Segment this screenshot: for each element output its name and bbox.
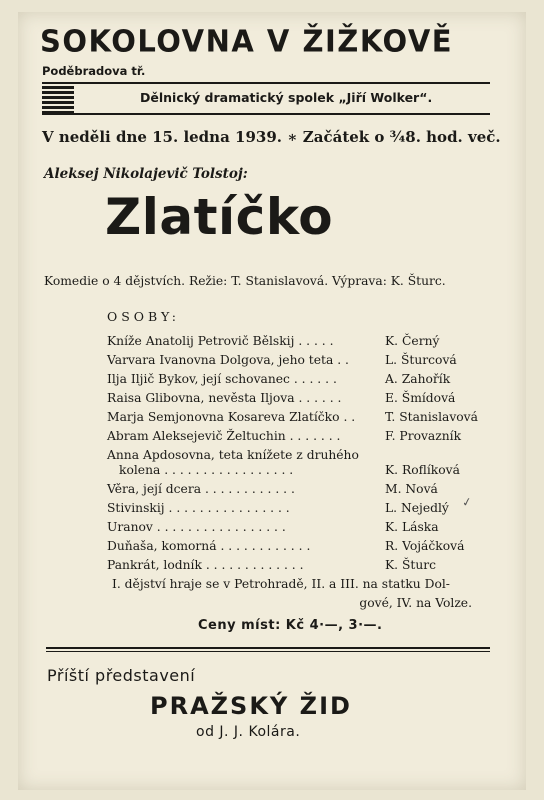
cast-actor: F. Provazník — [385, 429, 462, 443]
header-rule-bottom — [42, 113, 490, 115]
cast-heading: OSOBY: — [107, 309, 180, 324]
footer-rule-1 — [46, 647, 490, 649]
cast-role: Ilja Iljič Bykov, její schovanec . . . . . . — [107, 372, 337, 386]
cast-role: Uranov . . . . . . . . . . . . . . . . . — [107, 520, 286, 534]
cast-role: Varvara Ivanovna Dolgova, jeho teta . . — [107, 353, 349, 367]
header-rule-top — [42, 82, 490, 84]
cast-row — [107, 427, 497, 445]
cast-actor: R. Vojáčková — [385, 539, 465, 553]
cast-row — [107, 518, 497, 536]
cast-role: Stivinskij . . . . . . . . . . . . . . . . — [107, 501, 290, 515]
cast-row — [107, 408, 497, 426]
next-performance-heading: Příští představení — [47, 666, 196, 685]
cast-actor: L. Šturcová — [385, 353, 457, 367]
cast-role: kolena . . . . . . . . . . . . . . . . . — [119, 463, 294, 477]
venue-title: SOKOLOVNA V ŽIŽKOVĚ — [40, 23, 454, 59]
cast-row — [107, 461, 497, 479]
cast-actor: T. Stanislavová — [385, 410, 478, 424]
footer-rule-2 — [46, 651, 490, 652]
play-author: Aleksej Nikolajevič Tolstoj: — [44, 166, 248, 182]
cast-role: Kníže Anatolij Petrovič Bělskij . . . . . — [107, 334, 334, 348]
setting-note — [112, 575, 494, 613]
play-title: Zlatíčko — [105, 188, 334, 246]
cast-row — [107, 389, 497, 407]
cast-actor: K. Roflíková — [385, 463, 460, 477]
next-performance-title: PRAŽSKÝ ŽID — [150, 692, 352, 720]
cast-role: Anna Apdosovna, teta knížete z druhého — [107, 448, 359, 462]
cast-role: Duňaša, komorná . . . . . . . . . . . . — [107, 539, 311, 553]
cast-actor: E. Šmídová — [385, 391, 456, 405]
cast-actor: K. Šturc — [385, 558, 437, 572]
date-line: V neděli dne 15. ledna 1939. ∗ Začátek o ¾8. hod. več. — [42, 128, 501, 146]
pencil-check-mark: ✓ — [460, 494, 474, 510]
cast-role: Abram Aleksejevič Želtuchin . . . . . . . — [107, 429, 341, 443]
cast-row — [107, 332, 497, 350]
society-name: Dělnický dramatický spolek „Jiří Wolker“. — [140, 90, 433, 105]
cast-actor: M. Nová — [385, 482, 438, 496]
cast-row — [107, 556, 497, 574]
cast-role: Pankrát, lodník . . . . . . . . . . . . . — [107, 558, 304, 572]
cast-row — [107, 480, 497, 498]
cast-role: Věra, její dcera . . . . . . . . . . . . — [107, 482, 295, 496]
cast-role: Marja Semjonovna Kosareva Zlatíčko . . — [107, 410, 356, 424]
cast-row — [107, 499, 497, 517]
setting-note-line1: I. dějství hraje se v Petrohradě, II. a III. na statku Dol- — [112, 577, 450, 591]
cast-actor: K. Černý — [385, 334, 440, 348]
setting-note-line2: gové, IV. na Volze. — [359, 596, 472, 610]
play-credits: Komedie o 4 dějstvích. Režie: T. Stanislavová. Výprava: K. Šturc. — [44, 274, 446, 288]
cast-actor: K. Láska — [385, 520, 439, 534]
cast-role: Raisa Glibovna, nevěsta Iljova . . . . . . — [107, 391, 342, 405]
cast-actor: A. Zahořík — [385, 372, 451, 386]
decorative-stripes — [42, 86, 74, 114]
cast-row — [107, 370, 497, 388]
venue-address: Poděbradova tř. — [42, 64, 146, 78]
next-performance-author: od J. J. Kolára. — [196, 724, 301, 740]
cast-row — [107, 351, 497, 369]
cast-row — [107, 537, 497, 555]
ticket-prices: Ceny míst: Kč 4·—, 3·—. — [198, 618, 383, 633]
cast-actor: L. Nejedlý — [385, 501, 449, 515]
